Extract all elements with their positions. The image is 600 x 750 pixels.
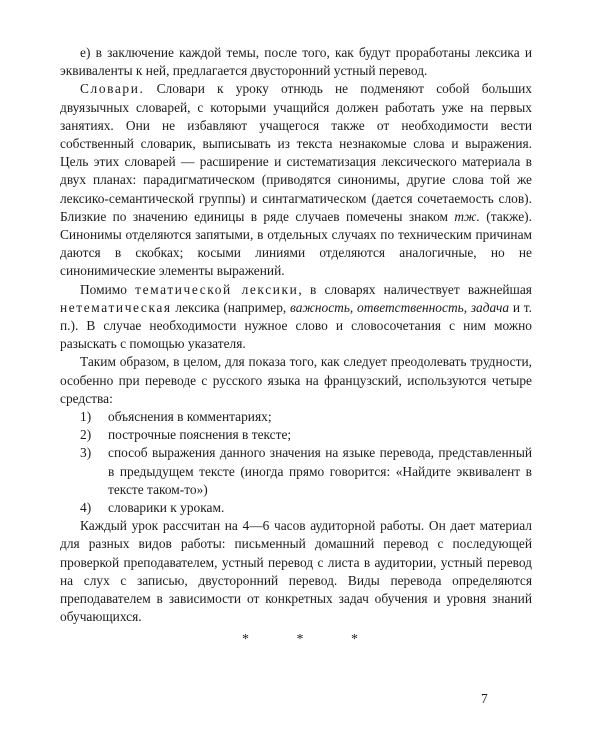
thematic-spaced-2: нетематическая xyxy=(60,299,172,315)
list-item xyxy=(80,408,532,426)
list-item-text: способ выражения данного значения на языке перевода, представленный в предыдущем тексте (иногда прямо говорится: «Найдите эквивалент в тексте таком-то») xyxy=(108,445,532,497)
abbreviation-marker: тж. xyxy=(454,208,480,224)
thematic-text-d: и т. п.). В случае необходимости нужное слово и словосочетания с ним можно разыскать с помощью указателя. xyxy=(60,299,532,352)
list-item-number: 3) xyxy=(80,445,92,461)
vocabulary-tail: (также). Синонимы отделяются запятыми, в отдельных случаях по техническим причинам даются в скобках; косыми линиями отделяются аналогичные, но не синонимические элементы выражений. xyxy=(60,208,532,279)
vocabulary-lead: Словари. xyxy=(80,81,145,97)
list-item xyxy=(80,499,532,517)
list-item xyxy=(80,444,532,499)
page-number: 7 xyxy=(481,691,488,706)
vocabulary-paragraph xyxy=(60,80,532,280)
list-item-text: построчные пояснения в тексте; xyxy=(108,427,292,443)
thematic-paragraph xyxy=(60,281,532,354)
means-intro-paragraph: Таким образом, в целом, для показа того, как следует преодолевать трудности, особенно при переводе с русского языка на французский, используются четыре средства: xyxy=(60,354,532,406)
list-item xyxy=(80,426,532,444)
thematic-text-b: , в словарях наличествует важнейшая xyxy=(298,281,532,297)
section-separator: * * * xyxy=(242,632,380,647)
vocabulary-text: Словари к уроку отнюдь не подменяют собой больших двуязычных словарей, с которыми учащийся должен работать уже на первых занятиях. Они не избавляют учащегося также от необходимости вести собственный словарик, выписывать из текста незнакомые слова и выражения. Цель этих словарей — расширение и систематизация лексического материала в двух планах: парадигматическом (приводятся синонимы, другие слова той же лексико-семантической группы) и синтагматическом (дается сочетаемость слов). Близкие по значению единицы в ряде случаев помечены знаком xyxy=(60,81,532,224)
list-item-number: 1) xyxy=(80,409,92,425)
thematic-text-c: лексика (например, xyxy=(171,299,290,315)
page-body xyxy=(60,44,532,627)
thematic-text-a: Помимо xyxy=(80,281,136,297)
thematic-examples: важность, ответственность, задача xyxy=(290,299,510,315)
list-item-number: 4) xyxy=(80,500,92,516)
list-item-text: словарики к урокам. xyxy=(108,500,225,516)
list-item-text: объяснения в комментариях; xyxy=(108,409,272,425)
lesson-paragraph: Каждый урок рассчитан на 4—6 часов аудиторной работы. Он дает материал для разных видов работы: письменный домашний перевод с последующей проверкой преподавателем, устный перевод с листа в аудитории, устный перевод на слух с записью, двусторонний перевод. Виды перевода определяются преподавателем в зависимости от конкретных задач обучения и уровня знаний обучающихся. xyxy=(60,518,532,625)
intro-item-paragraph: е) в заключение каждой темы, после того, как будут проработаны лексика и эквиваленты к ней, предлагается двусторонний устный перевод. xyxy=(60,45,532,79)
means-list xyxy=(60,408,532,517)
thematic-spaced-1: тематической лексики xyxy=(135,281,299,297)
list-item-number: 2) xyxy=(80,427,92,443)
